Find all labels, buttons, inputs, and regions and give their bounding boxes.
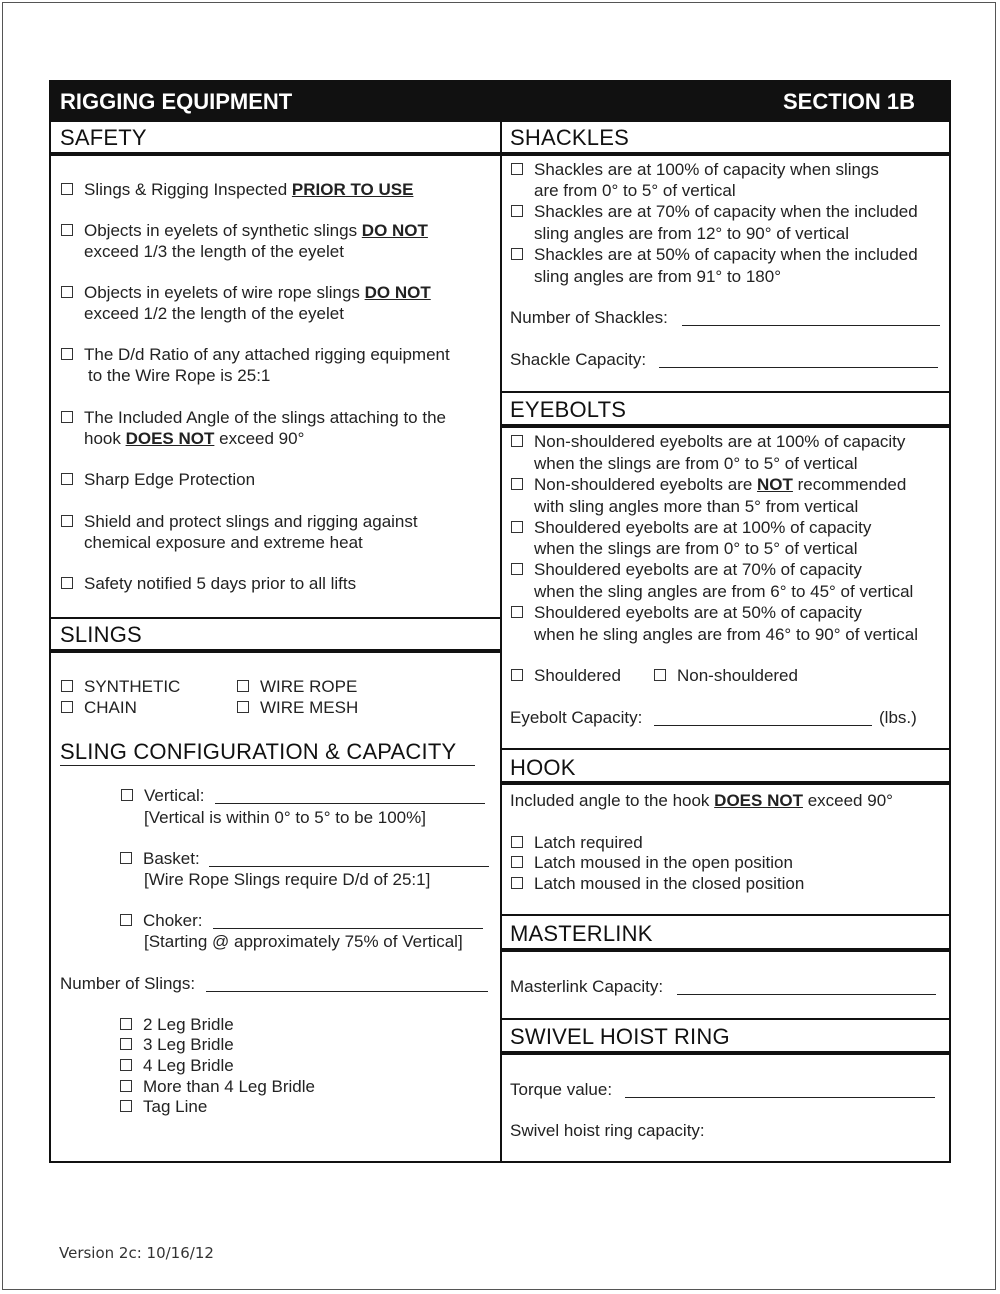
- bridle-4-leg: 4 Leg Bridle: [120, 1055, 234, 1076]
- slings-rule: [51, 649, 500, 653]
- safety-item-included-angle: The Included Angle of the slings attaching to the: [61, 407, 446, 428]
- shackles-100: Shackles are at 100% of capacity when slings: [511, 159, 879, 180]
- eyebolt-nonshoulder-100-line2: when the slings are from 0° to 5° of vertical: [534, 454, 858, 473]
- safety-item-shield: Shield and protect slings and rigging against: [61, 511, 418, 532]
- safety-item-wire-eyelet: Objects in eyelets of wire rope slings DO NOT: [61, 282, 431, 303]
- checkbox[interactable]: [511, 563, 523, 575]
- eyebolt-shoulder-70-line2: when the sling angles are from 6° to 45° of vertical: [534, 582, 914, 601]
- checkbox[interactable]: [120, 1038, 132, 1050]
- checkbox[interactable]: [511, 836, 523, 848]
- eyebolt-nonshoulder-not-line2: with sling angles more than 5° from vertical: [534, 497, 859, 516]
- shackles-70-line2: sling angles are from 12° to 90° of vertical: [534, 224, 850, 243]
- torque-label: Torque value:: [510, 1080, 613, 1099]
- safety-header: SAFETY: [60, 125, 147, 150]
- checkbox[interactable]: [61, 286, 73, 298]
- eyebolt-type-shouldered: Shouldered: [511, 665, 621, 686]
- config-vertical-note: [Vertical is within 0° to 5° to be 100%]: [144, 808, 426, 827]
- hook-latch-required: Latch required: [511, 832, 643, 853]
- checkbox[interactable]: [61, 183, 73, 195]
- checkbox[interactable]: [121, 789, 133, 801]
- vertical-blank[interactable]: [215, 803, 485, 804]
- checkbox[interactable]: [61, 515, 73, 527]
- eyebolts-rule: [502, 424, 949, 428]
- shackles-rule: [502, 152, 949, 156]
- checkbox[interactable]: [120, 1059, 132, 1071]
- checkbox[interactable]: [511, 248, 523, 260]
- bridle-more-than-4: More than 4 Leg Bridle: [120, 1076, 315, 1097]
- safety-item-notified: Safety notified 5 days prior to all lifts: [61, 573, 356, 594]
- eyebolt-shoulder-50: Shouldered eyebolts are at 50% of capacity: [511, 602, 862, 623]
- checkbox[interactable]: [61, 701, 73, 713]
- safety-item-included-angle-line2: hook DOES NOT exceed 90°: [84, 429, 305, 448]
- eyebolt-type-non-shouldered: Non-shouldered: [654, 665, 798, 686]
- masterlink-top-rule: [502, 914, 949, 916]
- checkbox[interactable]: [61, 411, 73, 423]
- checkbox[interactable]: [511, 435, 523, 447]
- checkbox[interactable]: [511, 856, 523, 868]
- checkbox[interactable]: [61, 224, 73, 236]
- version-label: Version 2c: 10/16/12: [59, 1244, 214, 1262]
- basket-blank[interactable]: [209, 866, 489, 867]
- checkbox[interactable]: [61, 577, 73, 589]
- eyebolt-nonshoulder-100: Non-shouldered eyebolts are at 100% of capacity: [511, 431, 905, 452]
- safety-item-dd-ratio-line2: to the Wire Rope is 25:1: [88, 366, 271, 385]
- checkbox[interactable]: [511, 606, 523, 618]
- hook-top-rule: [502, 748, 949, 750]
- shackles-70: Shackles are at 70% of capacity when the included: [511, 201, 918, 222]
- swivel-rule: [502, 1051, 949, 1055]
- checkbox[interactable]: [61, 348, 73, 360]
- checkbox[interactable]: [511, 205, 523, 217]
- shackles-header: SHACKLES: [510, 125, 629, 150]
- eyebolts-top-rule: [502, 391, 949, 393]
- safety-item-sharp-edge: Sharp Edge Protection: [61, 469, 255, 490]
- eyebolt-shoulder-50-line2: when he sling angles are from 46° to 90° of vertical: [534, 625, 919, 644]
- eyebolt-capacity-blank[interactable]: [654, 725, 872, 726]
- rigging-form: [49, 80, 951, 1163]
- eyebolt-shoulder-100: Shouldered eyebolts are at 100% of capacity: [511, 517, 871, 538]
- form-title: RIGGING EQUIPMENT: [60, 89, 293, 114]
- eyebolt-nonshoulder-not: Non-shouldered eyebolts are NOT recommended: [511, 474, 906, 495]
- sling-type-synthetic: SYNTHETIC: [61, 676, 180, 697]
- section-label: SECTION 1B: [782, 89, 915, 114]
- masterlink-header: MASTERLINK: [510, 921, 653, 946]
- slings-header: SLINGS: [60, 622, 142, 647]
- torque-blank[interactable]: [625, 1097, 935, 1098]
- checkbox[interactable]: [237, 701, 249, 713]
- config-header-underline: [60, 765, 475, 766]
- safety-item-synthetic-eyelet: Objects in eyelets of synthetic slings DO NOT: [61, 220, 428, 241]
- column-divider: [500, 122, 502, 1161]
- safety-item-shield-line2: chemical exposure and extreme heat: [84, 533, 363, 552]
- safety-rule: [51, 152, 500, 156]
- safety-item-inspected: Slings & Rigging Inspected PRIOR TO USE: [61, 179, 413, 200]
- hook-angle-note: Included angle to the hook DOES NOT exceed 90°: [510, 791, 893, 810]
- checkbox[interactable]: [120, 852, 132, 864]
- swivel-header: SWIVEL HOIST RING: [510, 1024, 730, 1049]
- shackles-50: Shackles are at 50% of capacity when the included: [511, 244, 918, 265]
- swivel-top-rule: [502, 1018, 949, 1020]
- sling-type-wire-rope: WIRE ROPE: [237, 676, 357, 697]
- config-choker-note: [Starting @ approximately 75% of Vertical]: [144, 932, 463, 951]
- safety-item-wire-eyelet-line2: exceed 1/2 the length of the eyelet: [84, 304, 344, 323]
- checkbox[interactable]: [120, 1100, 132, 1112]
- eyebolt-shoulder-70: Shouldered eyebolts are at 70% of capacity: [511, 559, 862, 580]
- num-slings-label: Number of Slings:: [60, 974, 196, 993]
- hook-latch-open: Latch moused in the open position: [511, 852, 793, 873]
- sling-type-chain: CHAIN: [61, 697, 137, 718]
- config-basket-note: [Wire Rope Slings require D/d of 25:1]: [144, 870, 431, 889]
- swivel-capacity-label: Swivel hoist ring capacity:: [510, 1121, 705, 1140]
- eyebolt-capacity-unit: (lbs.): [879, 708, 917, 727]
- eyebolt-capacity-label: Eyebolt Capacity:: [510, 708, 643, 727]
- config-header: SLING CONFIGURATION & CAPACITY: [60, 739, 457, 764]
- bridle-3-leg: 3 Leg Bridle: [120, 1034, 234, 1055]
- hook-rule: [502, 781, 949, 785]
- hook-header: HOOK: [510, 755, 576, 780]
- masterlink-capacity-blank[interactable]: [677, 994, 936, 995]
- shackles-100-line2: are from 0° to 5° of vertical: [534, 181, 736, 200]
- safety-item-dd-ratio: The D/d Ratio of any attached rigging equipment: [61, 344, 450, 365]
- masterlink-rule: [502, 948, 949, 952]
- bridle-2-leg: 2 Leg Bridle: [120, 1014, 234, 1035]
- checkbox[interactable]: [511, 478, 523, 490]
- checkbox[interactable]: [511, 521, 523, 533]
- checkbox[interactable]: [511, 669, 523, 681]
- num-shackles-blank[interactable]: [682, 325, 940, 326]
- masterlink-capacity-label: Masterlink Capacity:: [510, 977, 664, 996]
- num-slings-blank[interactable]: [206, 991, 488, 992]
- checkbox[interactable]: [61, 473, 73, 485]
- config-choker: Choker:: [120, 910, 203, 931]
- eyebolts-header: EYEBOLTS: [510, 397, 627, 422]
- eyebolt-shoulder-100-line2: when the slings are from 0° to 5° of vertical: [534, 539, 858, 558]
- checkbox[interactable]: [120, 914, 132, 926]
- shackle-capacity-label: Shackle Capacity:: [510, 350, 647, 369]
- slings-top-rule: [51, 617, 500, 619]
- config-vertical: Vertical:: [121, 785, 204, 806]
- shackle-capacity-blank[interactable]: [659, 367, 938, 368]
- checkbox[interactable]: [61, 680, 73, 692]
- checkbox[interactable]: [237, 680, 249, 692]
- choker-blank[interactable]: [213, 928, 483, 929]
- num-shackles-label: Number of Shackles:: [510, 308, 668, 327]
- checkbox[interactable]: [120, 1018, 132, 1030]
- sling-type-wire-mesh: WIRE MESH: [237, 697, 358, 718]
- checkbox[interactable]: [511, 163, 523, 175]
- shackles-50-line2: sling angles are from 91° to 180°: [534, 267, 782, 286]
- title-bar: [51, 82, 949, 122]
- tag-line: Tag Line: [120, 1096, 207, 1117]
- config-basket: Basket:: [120, 848, 200, 869]
- checkbox[interactable]: [511, 877, 523, 889]
- safety-item-synthetic-eyelet-line2: exceed 1/3 the length of the eyelet: [84, 242, 344, 261]
- checkbox[interactable]: [120, 1080, 132, 1092]
- checkbox[interactable]: [654, 669, 666, 681]
- hook-latch-closed: Latch moused in the closed position: [511, 873, 804, 894]
